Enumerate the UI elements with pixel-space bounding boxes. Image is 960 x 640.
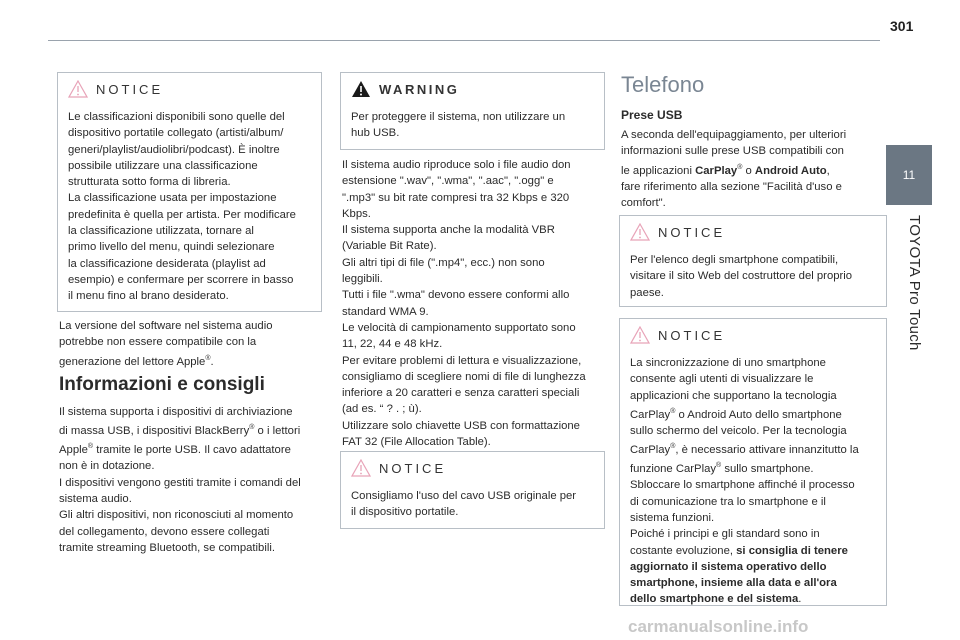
chapter-title: TOYOTA Pro Touch xyxy=(906,215,923,351)
paragraph-text: o i lettori Apple xyxy=(59,425,301,457)
notice-text xyxy=(620,351,886,616)
paragraph-text: A seconda dell'equipaggiamento, per ulteriori informazioni sulle prese USB compatibili con le applicazioni xyxy=(621,129,847,177)
audio-formats-paragraph: Il sistema audio riproduce solo i file audio don estensione ".wav", ".wma", ".aac", ".ogg" e ".mp3" su bit rate compresi tra 32 Kbps e 320 Kbps. Il sistema supporta anche la modalità VBR (Variable Bit Rate). Gli altri tipi di file (".mp4", ecc.) non sono leggibili. Tutti i file ".wma" devono essere conformi allo standard WMA 9. Le velocità di campionamento supportato sono 11, 22, 44 e 48 kHz. Per evitare problemi di lettura e visualizzazione, consigliamo di scegliere nomi di file di lunghezza inferiore a 20 caratteri e senza caratteri speciali (ad es. “ ? . ; ù). Utilizzare solo chiavette USB con formattazione FAT 32 (File Allocation Table). xyxy=(342,159,586,449)
usb-support-paragraph xyxy=(59,404,327,556)
software-version-paragraph xyxy=(59,318,324,370)
usb-ports-paragraph xyxy=(621,127,886,211)
notice-text: Consigliamo l'uso del cavo USB originale per il dispositivo portatile. xyxy=(351,490,577,519)
notice-header xyxy=(620,319,886,351)
notice-text-end: . xyxy=(798,593,802,606)
subheading-prese-usb: Prese USB xyxy=(621,108,683,122)
registered-mark: ® xyxy=(87,443,94,451)
paragraph-text: Il sistema supporta i dispositivi di archiviazione di massa USB, i dispositivi BlackBerry xyxy=(59,406,293,438)
notice-box-usb-cable xyxy=(340,451,605,529)
registered-mark: ® xyxy=(670,407,676,415)
notice-box-smartphone-sync xyxy=(619,318,887,606)
notice-text: Per l'elenco degli smartphone compatibili, visitare il sito Web del costruttore del proprio paese. xyxy=(630,254,853,299)
notice-label: NOTICE xyxy=(96,81,164,97)
watermark: carmanualsonline.info xyxy=(628,617,809,636)
registered-mark: ® xyxy=(205,354,211,362)
paragraph-text: , fare riferimento alla sezione "Facilità d'uso e comfort". xyxy=(621,164,842,209)
warning-triangle-outline-icon xyxy=(630,326,650,344)
registered-mark: ® xyxy=(716,462,722,470)
warning-triangle-filled-icon xyxy=(351,80,371,98)
notice-box-compatible-phones xyxy=(619,215,887,307)
notice-header xyxy=(620,216,886,248)
paragraph-text-end: . xyxy=(210,355,214,368)
registered-mark: ® xyxy=(249,424,255,432)
notice-label: NOTICE xyxy=(379,460,447,476)
warning-triangle-outline-icon xyxy=(630,223,650,241)
paragraph-text: o xyxy=(742,164,755,177)
notice-text: Le classificazioni disponibili sono quelle del dispositivo portatile collegato (artisti/album/ generi/playlist/audiolibri/podcast). È inoltre possibile utilizzare una classificazione strutturata sotto forma di libreria. La classificazione usata per impostazione predefinita è quella per artista. Per modificare la classificazione utilizzata, tornare al primo livello del menu, quindi selezionare la classificazione desiderata (playlist ad esempio) e confermare per scorrere in basso il menu fino al brano desiderato. xyxy=(68,111,296,303)
notice-label: NOTICE xyxy=(658,327,726,343)
warning-box-hub xyxy=(340,72,605,150)
notice-label: NOTICE xyxy=(658,224,726,240)
chapter-tab: 11 xyxy=(886,145,932,205)
notice-header xyxy=(341,452,604,484)
paragraph-text: tramite le porte USB. Il cavo adattatore non è in dotazione. I dispositivi vengono gestiti tramite i comandi del sistema audio. Gli altri dispositivi, non riconosciuti al momento del collegamento, devono essere collegati tramite streaming Bluetooth, se compatibili. xyxy=(59,444,301,554)
registered-mark: ® xyxy=(737,163,743,171)
warning-triangle-outline-icon xyxy=(68,80,88,98)
android-auto-term: Android Auto xyxy=(754,164,827,177)
notice-text-part: o Android Auto dello smartphone sullo schermo del veicolo. Per la tecnologia CarPlay xyxy=(630,408,847,457)
warning-triangle-outline-icon xyxy=(351,459,371,477)
page-number: 301 xyxy=(890,18,914,34)
notice-header xyxy=(58,73,321,105)
warning-header xyxy=(341,73,604,105)
notice-box-classificazioni xyxy=(57,72,322,312)
notice-bold-advice: si consiglia di tenere aggiornato il sistema operativo dello smartphone, insieme alla data e all'ora dello smartphone e del sistema xyxy=(630,544,848,606)
warning-label: WARNING xyxy=(379,81,460,97)
carplay-term: CarPlay xyxy=(695,164,738,177)
notice-text-part: sullo smartphone. Sbloccare lo smartphone affinché il processo di comunicazione tra lo smartphone e il sistema funzioni. Poiché i principi e gli standard sono in costante evoluzione, xyxy=(630,463,855,557)
section-title-telefono: Telefono xyxy=(621,72,705,97)
registered-mark: ® xyxy=(670,443,676,451)
notice-text-part: La sincronizzazione di uno smartphone consente agli utenti di visualizzare le applicazioni che supportano la tecnologia CarPlay xyxy=(630,357,837,421)
warning-text: Per proteggere il sistema, non utilizzare un hub USB. xyxy=(351,111,566,140)
notice-text-part: , è necessario attivare innanzitutto la funzione CarPlay xyxy=(630,444,859,476)
section-heading: Informazioni e consigli xyxy=(59,374,265,395)
top-rule xyxy=(48,40,880,41)
paragraph-text: La versione del software nel sistema audio potrebbe non essere compatibile con la generazione del lettore Apple xyxy=(59,320,273,368)
